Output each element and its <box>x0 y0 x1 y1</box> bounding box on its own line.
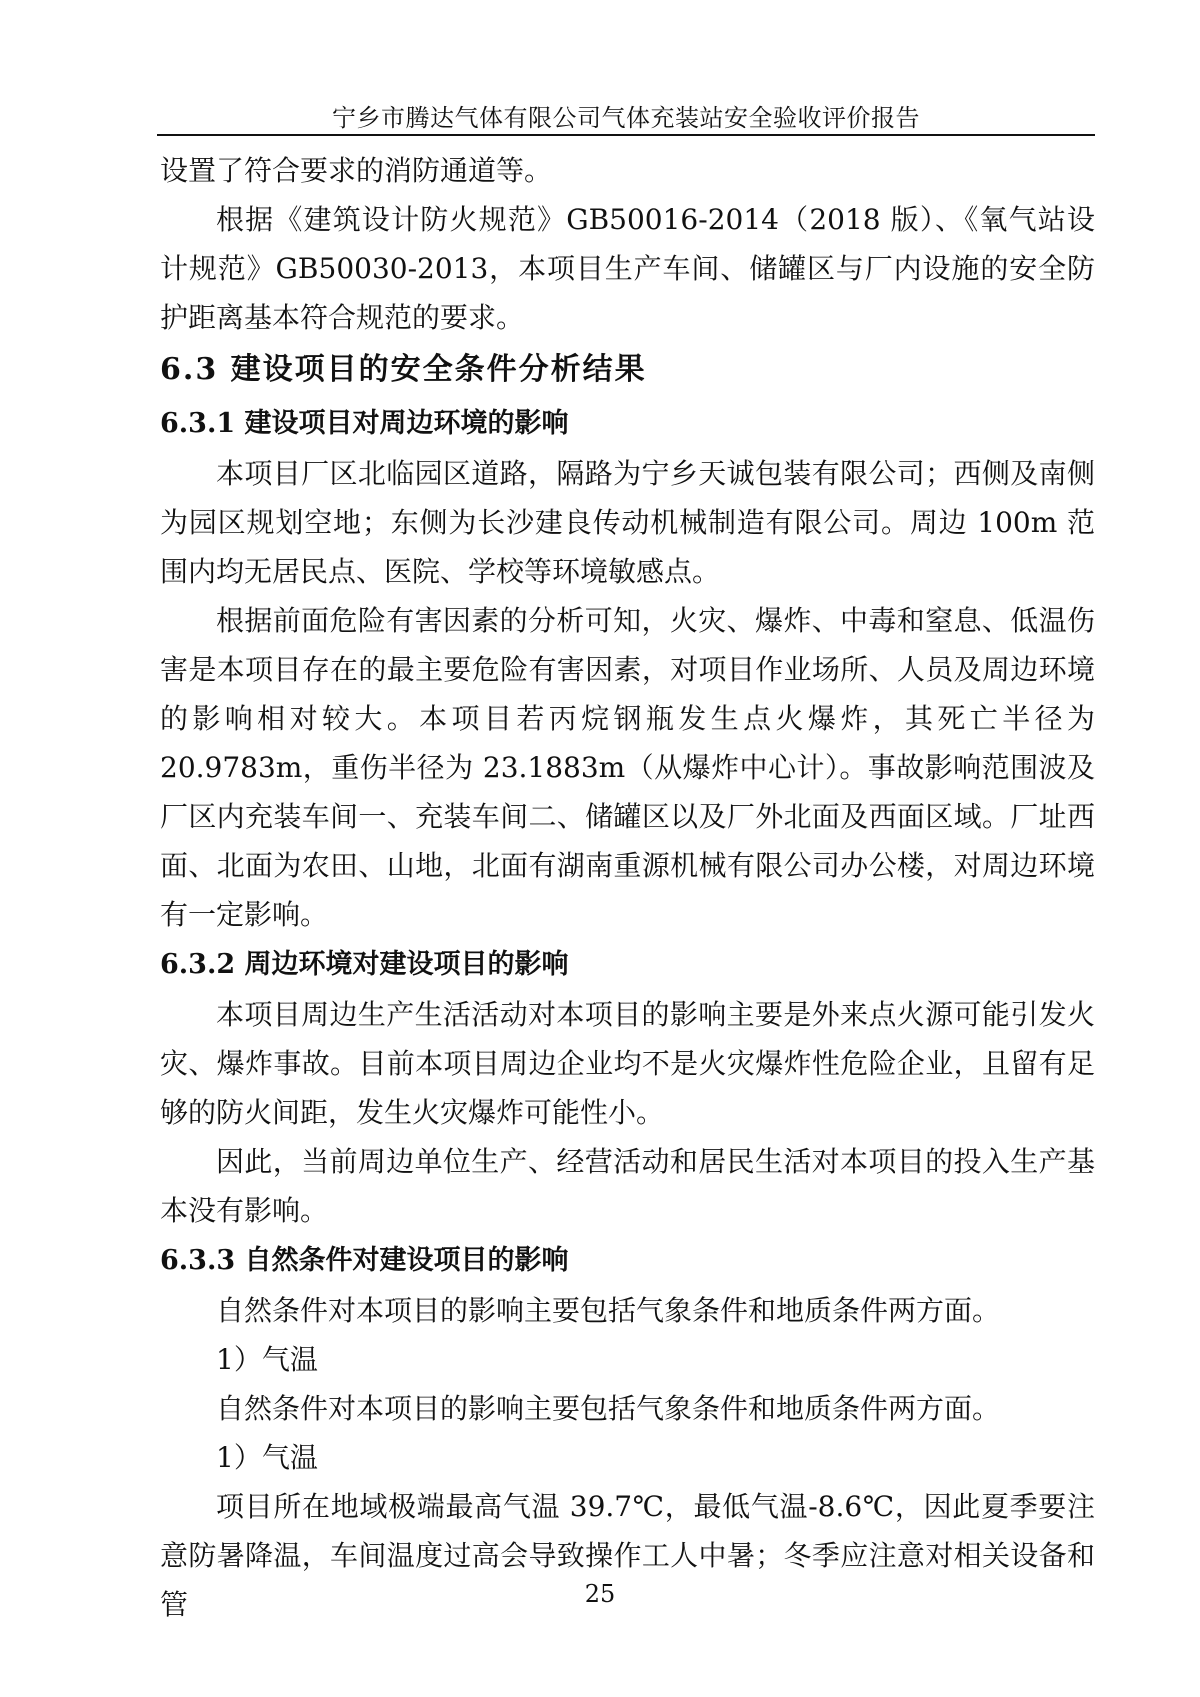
section-heading-6-3: 6.3 建设项目的安全条件分析结果 <box>160 352 647 387</box>
paragraph: 设置了符合要求的消防通道等。 <box>160 154 553 187</box>
paragraph: 自然条件对本项目的影响主要包括气象条件和地质条件两方面。 <box>216 1392 1001 1425</box>
page-body <box>160 146 1095 1629</box>
paragraph: 项目所在地域极端最高气温 39.7℃，最低气温-8.6℃，因此夏季要注意防暑降温，车间温度过高会导致操作工人中暑；冬季应注意对相关设备和管 <box>160 1490 1095 1621</box>
page-number: 25 <box>584 1580 616 1608</box>
list-label: 1）气温 <box>216 1343 318 1376</box>
paragraph: 本项目厂区北临园区道路，隔路为宁乡天诚包装有限公司；西侧及南侧为园区规划空地；东侧为长沙建良传动机械制造有限公司。周边 100m 范围内均无居民点、医院、学校等环境敏感点。 <box>160 457 1095 588</box>
subsection-heading-6-3-1: 6.3.1 建设项目对周边环境的影响 <box>160 408 569 439</box>
paragraph: 因此，当前周边单位生产、经营活动和居民生活对本项目的投入生产基本没有影响。 <box>160 1145 1095 1227</box>
paragraph: 根据前面危险有害因素的分析可知，火灾、爆炸、中毒和窒息、低温伤害是本项目存在的最主要危险有害因素，对项目作业场所、人员及周边环境的影响相对较大。本项目若丙烷钢瓶发生点火爆炸，其死亡半径为 20.9783m，重伤半径为 23.1883m（从爆炸中心计）。事故影响范围波及厂区内充装车间一、充装车间二、储罐区以及厂外北面及西面区域。厂址西面、北面为农田、山地，北面有湖南重源机械有限公司办公楼，对周边环境有一定影响。 <box>160 604 1095 931</box>
header-divider <box>157 134 1095 136</box>
paragraph: 本项目周边生产生活活动对本项目的影响主要是外来点火源可能引发火灾、爆炸事故。目前本项目周边企业均不是火灾爆炸性危险企业，且留有足够的防火间距，发生火灾爆炸可能性小。 <box>160 998 1095 1129</box>
list-label: 1）气温 <box>216 1441 318 1474</box>
running-header: 宁乡市腾达气体有限公司气体充装站安全验收评价报告 <box>332 104 920 132</box>
subsection-heading-6-3-3: 6.3.3 自然条件对建设项目的影响 <box>160 1245 569 1276</box>
paragraph: 根据《建筑设计防火规范》GB50016-2014（2018 版）、《氧气站设计规范》GB50030-2013，本项目生产车间、储罐区与厂内设施的安全防护距离基本符合规范的要求。 <box>160 203 1095 334</box>
paragraph: 自然条件对本项目的影响主要包括气象条件和地质条件两方面。 <box>216 1294 1001 1327</box>
subsection-heading-6-3-2: 6.3.2 周边环境对建设项目的影响 <box>160 949 569 980</box>
